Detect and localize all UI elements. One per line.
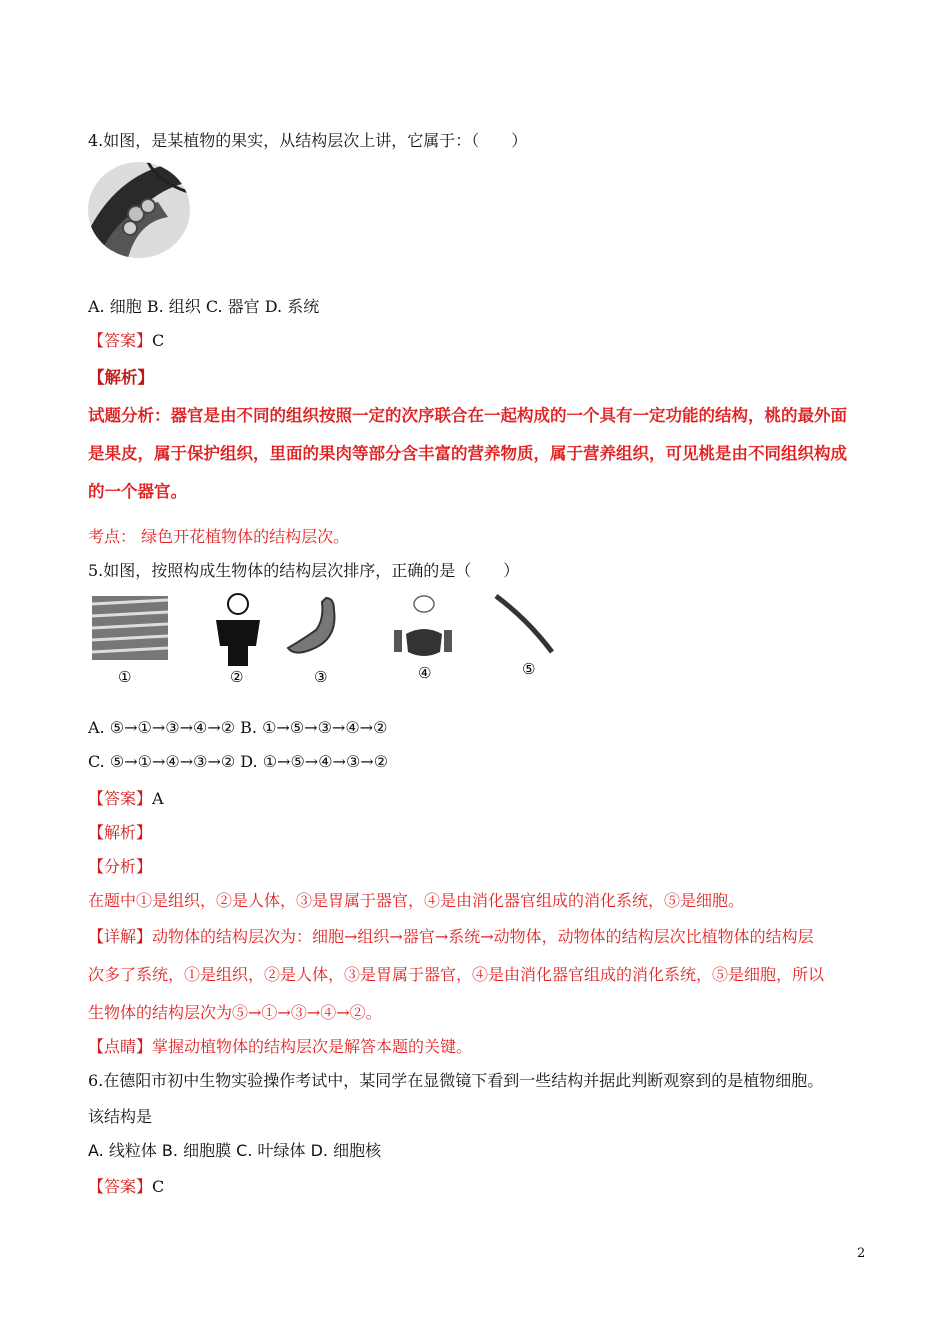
- q6-stem: 6.在德阳市初中生物实验操作考试中，某同学在显微镜下看到一些结构并据此判断观察到的是植物细胞。: [88, 1071, 824, 1090]
- q6-stem-2: 该结构是: [88, 1107, 153, 1126]
- answer-tag: 【答案】: [88, 1177, 153, 1196]
- q5-options-cd: C. ⑤→①→④→③→② D. ①→⑤→④→③→②: [88, 752, 389, 771]
- q4-stem: 4.如图，是某植物的果实，从结构层次上讲，它属于：（ ）: [88, 131, 528, 150]
- q5-figures: [88, 590, 568, 690]
- q5-stem: 5.如图，按照构成生物体的结构层次排序，正确的是（ ）: [88, 561, 520, 580]
- cell-icon: [496, 596, 552, 652]
- q5-fenxi: 在题中①是组织，②是人体，③是胃属于器官，④是由消化器官组成的消化系统，⑤是细胞。: [88, 891, 745, 910]
- label-4: ④: [418, 664, 432, 682]
- digestive-system-icon: [394, 596, 452, 656]
- stomach-icon: [288, 598, 335, 653]
- answer-tag: 【答案】: [88, 331, 153, 350]
- page-number: 2: [857, 1246, 866, 1261]
- q5-answer: A: [152, 789, 164, 808]
- q4-kaodian: 考点： 绿色开花植物体的结构层次。: [88, 527, 350, 546]
- detail-tag: 【详解】: [88, 927, 153, 946]
- answer-tag: 【答案】: [88, 789, 153, 808]
- q5-dianjing: 掌握动植物体的结构层次是解答本题的关键。: [152, 1037, 473, 1056]
- q4-analysis-line-2: 是果皮，属于保护组织，里面的果肉等部分含丰富的营养物质，属于营养组织，可见桃是由不同组织构成: [88, 444, 847, 463]
- analysis-tag: 【解析】: [88, 368, 154, 387]
- fenxi-tag: 【分析】: [88, 857, 153, 876]
- fruit-image: [88, 162, 190, 258]
- label-1: ①: [118, 668, 132, 686]
- label-2: ②: [230, 668, 244, 686]
- q4-analysis-line-3: 的一个器官。: [88, 482, 187, 501]
- q6-answer: C: [152, 1177, 165, 1196]
- fruit-photo-icon: [88, 162, 190, 258]
- q5-detail-line-3: 生物体的结构层次为⑤→①→③→④→②。: [88, 1003, 382, 1022]
- q6-options: A. 线粒体 B. 细胞膜 C. 叶绿体 D. 细胞核: [88, 1141, 382, 1160]
- q5-detail-line-1: 动物体的结构层次为：细胞→组织→器官→系统→动物体，动物体的结构层次比植物体的结构层: [152, 927, 814, 946]
- label-5: ⑤: [522, 660, 536, 678]
- q4-analysis-line-1: 试题分析：器官是由不同的组织按照一定的次序联合在一起构成的一个具有一定功能的结构，桃的最外面: [88, 406, 847, 425]
- q4-answer: C: [152, 331, 165, 350]
- tissue-icon: [92, 596, 168, 660]
- human-icon: [216, 594, 260, 666]
- analysis-tag: 【解析】: [88, 823, 153, 842]
- label-3: ③: [314, 668, 328, 686]
- q5-detail-line-2: 次多了系统，①是组织，②是人体，③是胃属于器官，④是由消化器官组成的消化系统，⑤是细胞，所以: [88, 965, 825, 984]
- q4-options: A. 细胞 B. 组织 C. 器官 D. 系统: [88, 297, 320, 316]
- structure-levels-figure: [88, 590, 568, 690]
- dianjing-tag: 【点睛】: [88, 1037, 153, 1056]
- q5-options-ab: A. ⑤→①→③→④→② B. ①→⑤→③→④→②: [88, 718, 388, 737]
